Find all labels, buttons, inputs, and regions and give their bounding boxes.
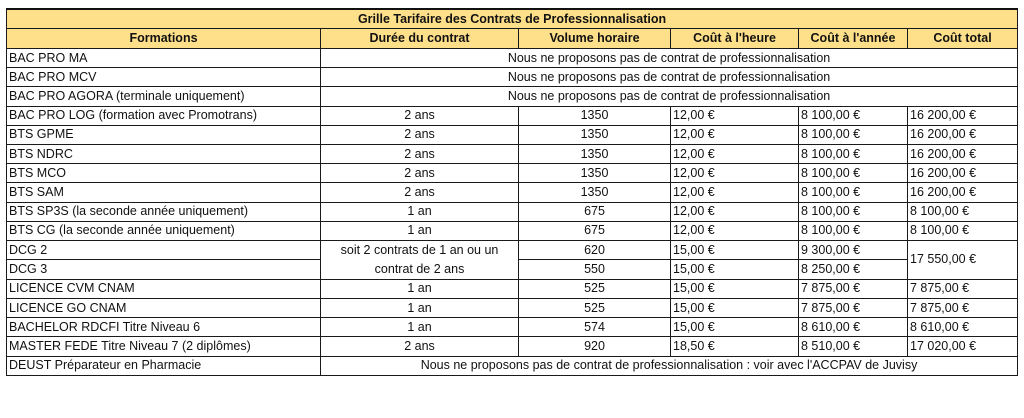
cout-annee-cell: 8 100,00 €	[799, 221, 908, 240]
volume-cell: 550	[519, 260, 671, 280]
volume-cell: 525	[519, 299, 671, 318]
cout-heure-cell: 12,00 €	[671, 164, 799, 183]
duree-cell: 2 ans	[321, 183, 519, 202]
formation-cell: BAC PRO LOG (formation avec Promotrans)	[7, 106, 321, 125]
cout-heure-cell: 18,50 €	[671, 337, 799, 356]
table-row	[7, 240, 1018, 260]
cout-heure-cell: 15,00 €	[671, 260, 799, 280]
duree-cell: 2 ans	[321, 164, 519, 183]
duree-cell: 1 an	[321, 299, 519, 318]
volume-cell: 1350	[519, 183, 671, 202]
duree-cell: 1 an	[321, 279, 519, 298]
cout-annee-cell: 8 100,00 €	[799, 144, 908, 163]
table-row	[7, 164, 1018, 183]
cout-heure-cell: 12,00 €	[671, 125, 799, 144]
cout-annee-cell: 8 100,00 €	[799, 125, 908, 144]
formation-cell: BACHELOR RDCFI Titre Niveau 6	[7, 318, 321, 337]
header-volume: Volume horaire	[519, 29, 671, 49]
volume-cell: 675	[519, 202, 671, 221]
table-row	[7, 183, 1018, 202]
cout-heure-cell: 12,00 €	[671, 144, 799, 163]
table-row	[7, 279, 1018, 298]
duree-cell: 2 ans	[321, 106, 519, 125]
formation-cell: BTS SAM	[7, 183, 321, 202]
formation-cell: BTS CG (la seconde année uniquement)	[7, 221, 321, 240]
formation-cell: BTS SP3S (la seconde année uniquement)	[7, 202, 321, 221]
table-row	[7, 49, 1018, 68]
formation-cell: DCG 2	[7, 240, 321, 260]
formation-cell: BAC PRO MCV	[7, 68, 321, 87]
formation-cell: BTS GPME	[7, 125, 321, 144]
volume-cell: 1350	[519, 125, 671, 144]
tariff-table	[6, 8, 1018, 376]
table-row	[7, 144, 1018, 163]
header-duree: Durée du contrat	[321, 29, 519, 49]
no-contract-message: Nous ne proposons pas de contrat de professionnalisation	[321, 68, 1018, 87]
formation-cell: LICENCE CVM CNAM	[7, 279, 321, 298]
cout-annee-cell: 8 100,00 €	[799, 106, 908, 125]
cout-total-cell: 7 875,00 €	[908, 279, 1018, 298]
cout-heure-cell: 15,00 €	[671, 318, 799, 337]
duree-cell: 2 ans	[321, 144, 519, 163]
duree-cell: 2 ans	[321, 125, 519, 144]
table-row	[7, 356, 1018, 375]
no-contract-message: Nous ne proposons pas de contrat de professionnalisation	[321, 87, 1018, 106]
formation-cell: BTS MCO	[7, 164, 321, 183]
cout-total-cell: 16 200,00 €	[908, 144, 1018, 163]
formation-cell: BAC PRO MA	[7, 49, 321, 68]
table-row	[7, 87, 1018, 106]
table-row	[7, 125, 1018, 144]
duree-cell: 2 ans	[321, 337, 519, 356]
volume-cell: 1350	[519, 164, 671, 183]
table-row	[7, 318, 1018, 337]
cout-heure-cell: 15,00 €	[671, 279, 799, 298]
cout-annee-cell: 7 875,00 €	[799, 299, 908, 318]
cout-annee-cell: 8 100,00 €	[799, 164, 908, 183]
volume-cell: 920	[519, 337, 671, 356]
cout-total-cell: 8 610,00 €	[908, 318, 1018, 337]
formation-cell: MASTER FEDE Titre Niveau 7 (2 diplômes)	[7, 337, 321, 356]
table-row	[7, 299, 1018, 318]
table-row	[7, 337, 1018, 356]
formation-cell: DEUST Préparateur en Pharmacie	[7, 356, 321, 375]
cout-total-cell: 7 875,00 €	[908, 299, 1018, 318]
header-row	[7, 29, 1018, 49]
table-row	[7, 68, 1018, 87]
volume-cell: 574	[519, 318, 671, 337]
formation-cell: BTS NDRC	[7, 144, 321, 163]
header-cout-total: Coût total	[908, 29, 1018, 49]
header-formations: Formations	[7, 29, 321, 49]
cout-total-cell-merged: 17 550,00 €	[908, 240, 1018, 279]
volume-cell: 1350	[519, 144, 671, 163]
cout-annee-cell: 8 100,00 €	[799, 202, 908, 221]
formation-cell: BAC PRO AGORA (terminale uniquement)	[7, 87, 321, 106]
volume-cell: 1350	[519, 106, 671, 125]
formation-cell: LICENCE GO CNAM	[7, 299, 321, 318]
cout-heure-cell: 12,00 €	[671, 202, 799, 221]
volume-cell: 620	[519, 240, 671, 260]
cout-total-cell: 17 020,00 €	[908, 337, 1018, 356]
duree-cell: 1 an	[321, 202, 519, 221]
formation-cell: DCG 3	[7, 260, 321, 280]
cout-heure-cell: 12,00 €	[671, 106, 799, 125]
cout-annee-cell: 8 510,00 €	[799, 337, 908, 356]
tariff-sheet	[6, 8, 1018, 376]
cout-annee-cell: 8 610,00 €	[799, 318, 908, 337]
cout-total-cell: 8 100,00 €	[908, 221, 1018, 240]
header-cout-heure: Coût à l'heure	[671, 29, 799, 49]
cout-annee-cell: 8 250,00 €	[799, 260, 908, 280]
no-contract-message: Nous ne proposons pas de contrat de professionnalisation	[321, 49, 1018, 68]
cout-heure-cell: 15,00 €	[671, 240, 799, 260]
table-row	[7, 202, 1018, 221]
cout-annee-cell: 8 100,00 €	[799, 183, 908, 202]
table-row	[7, 106, 1018, 125]
cout-annee-cell: 7 875,00 €	[799, 279, 908, 298]
volume-cell: 675	[519, 221, 671, 240]
cout-heure-cell: 12,00 €	[671, 221, 799, 240]
duree-cell: 1 an	[321, 318, 519, 337]
table-row	[7, 221, 1018, 240]
cout-annee-cell: 9 300,00 €	[799, 240, 908, 260]
header-cout-annee: Coût à l'année	[799, 29, 908, 49]
duree-cell-merged: soit 2 contrats de 1 an ou un contrat de 2 ans	[321, 240, 519, 279]
cout-total-cell: 16 200,00 €	[908, 106, 1018, 125]
no-contract-message: Nous ne proposons pas de contrat de professionnalisation : voir avec l'ACCPAV de Juvisy	[321, 356, 1018, 375]
cout-total-cell: 8 100,00 €	[908, 202, 1018, 221]
table-title: Grille Tarifaire des Contrats de Professionnalisation	[7, 9, 1018, 29]
duree-cell: 1 an	[321, 221, 519, 240]
cout-total-cell: 16 200,00 €	[908, 125, 1018, 144]
title-row	[7, 9, 1018, 29]
cout-heure-cell: 12,00 €	[671, 183, 799, 202]
cout-heure-cell: 15,00 €	[671, 299, 799, 318]
cout-total-cell: 16 200,00 €	[908, 164, 1018, 183]
cout-total-cell: 16 200,00 €	[908, 183, 1018, 202]
volume-cell: 525	[519, 279, 671, 298]
